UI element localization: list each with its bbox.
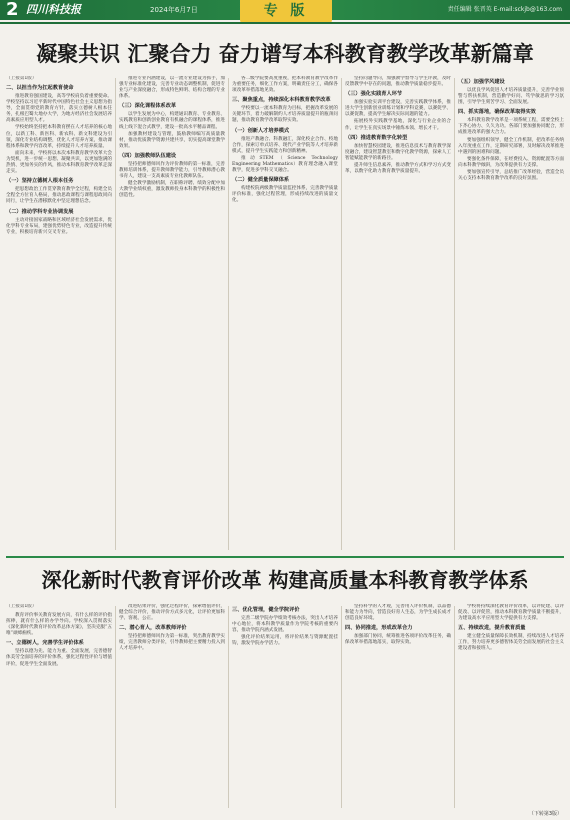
article-1-body [6, 76, 564, 552]
paragraph: 学校始终坚持把本科教育摆在人才培养的核心地位，以新工科、新医科、新农科、新文科建设为引领，深化专业结构调整，优化人才培养方案，推动课程体系和教学内容改革，持续提升人才培养质量。 [6, 125, 112, 149]
paper-name: 四川科技报 [26, 3, 81, 16]
paragraph: 健全教学激励机制，在职称评聘、绩效分配中加大教学业绩权重，激发教师投身本科教学的积极性和创造性。 [119, 181, 225, 199]
subheading: （三）强化实践育人环节 [345, 91, 403, 98]
paragraph: 完善二级学院办学绩效考核办法，突出人才培养中心地位，将本科教学质量作为学院考核的重要内容，推动学院内涵式发展。 [232, 616, 338, 634]
article-byline: （上接第1版） [6, 604, 37, 609]
article-2-column-5 [458, 604, 564, 810]
column-divider [341, 606, 342, 808]
continued-note: （下转第3版） [528, 811, 562, 817]
column-divider [228, 606, 229, 808]
subheading: （四）加强教师队伍建设 [119, 152, 177, 159]
masthead [0, 0, 570, 30]
paragraph: 加快智慧校园建设，推进信息技术与教育教学深度融合，建设智慧教室和数字化教学资源，探索人工智能赋能教学的新路径。 [345, 143, 451, 161]
subheading: 一、立德树人，完善学生评价体系 [6, 640, 84, 647]
issue-date: 2024年6月7日 [150, 6, 198, 14]
paragraph: 强化评价结果运用，将评价结果与资源配置挂钩，激发学院办学活力。 [232, 635, 338, 647]
article-1-column-4 [345, 76, 451, 552]
paragraph: 要强化条件保障，在经费投入、资源配置等方面向本科教学倾斜，为改革提供有力支撑。 [458, 156, 564, 168]
paragraph: 教育评价事关教育发展方向，有什么样的评价指挥棒，就有什么样的办学导向。学校深入贯彻落实《深化新时代教育评价改革总体方案》，坚决克服“五唯”顽瘴痼疾。 [6, 613, 112, 637]
paragraph: 坚持科学的人才观，完善用人评价机制，以品德和能力为导向，营造良好育人生态，为学生成长成才创造良好环境。 [345, 604, 451, 622]
column-divider [454, 606, 455, 808]
paragraph: 加强部门协同，统筹推进各项评价改革任务，确保改革举措落地落实，取得实效。 [345, 634, 451, 646]
article-2-column-3 [232, 604, 338, 810]
masthead-rule [0, 22, 570, 24]
article-1-column-1 [6, 76, 112, 552]
paragraph: 提升师生信息素养，推动教学方式和学习方式变革，以数字化助力教育教学质量提升。 [345, 162, 451, 175]
article-2-column-2 [119, 604, 225, 810]
paragraph: 建立健全质量保障长效机制，持续改进人才培养工作，努力培养更多德智体美劳全面发展的社会主义建设者和接班人。 [458, 634, 564, 652]
section-badge-label: 专 版 [263, 3, 309, 19]
paragraph: 以优良学风促进人才培养质量提升，完善学业预警与帮扶机制，营造勤学好问、笃学敏思的学习氛围，引导学生刻苦学习、全面发展。 [458, 88, 564, 106]
paragraph: 本科教育教学改革是一项系统工程，需要全校上下齐心协力、久久为功。各部门要加强协同配合，形成推进改革的强大合力。 [458, 118, 564, 136]
subheading: 五、持续改进，提升教育质量 [458, 625, 526, 632]
article-1-headline: 凝聚共识 汇聚合力 奋力谱写本科教育教学改革新篇章 [36, 42, 534, 66]
paragraph: 推进专业内涵建设，以一流专业建设为抓手，加强专业标准化建设，完善专业动态调整机制，促进专业与产业深度融合，形成特色鲜明、结构合理的专业体系。 [119, 76, 225, 100]
paragraph: 坚持问题导向，加强教学督导与学生评教，及时反馈教学中存在的问题，推动教学质量稳步提升。 [345, 76, 451, 88]
article-byline: （上接第1版） [6, 76, 37, 81]
subheading: （一）坚持立德树人根本任务 [6, 178, 74, 185]
paragraph: 加强实验实训平台建设，完善实践教学体系，推进大学生创新创业训练计划和学科竞赛，以赛促学、以赛促教，提高学生解决实际问题的能力。 [345, 100, 451, 118]
paragraph: 加强教材建设与管理，鼓励教师编写高质量教材，推动优质教学资源共建共享，切实提高课堂教学效果。 [119, 131, 225, 149]
subheading: （三）深化课程体系改革 [119, 103, 177, 110]
paragraph: 构建校院两级教学质量监控体系，完善教学质量评价标准，强化过程管理，形成持续改进的质量文化。 [232, 186, 338, 204]
section-divider [6, 556, 564, 558]
paragraph: 各二级学院要高度重视，把本科教育教学改革作为重要任务，细化工作方案，明确责任分工，确保各项改革举措落地见效。 [232, 76, 338, 94]
article-1-column-3 [232, 76, 338, 552]
subheading: 二、以担当作为扛起教育使命 [6, 85, 74, 91]
subheading: （一）创新人才培养模式 [232, 127, 290, 134]
subheading: 二、潜心育人，改革教师评价 [119, 625, 187, 632]
article-1-column-2 [119, 76, 225, 552]
subheading: 四、抓实落地，确保改革取得实效 [458, 109, 536, 116]
subheading: 四、协同推进，形成改革合力 [345, 625, 413, 632]
paragraph: 坚持把师德师风作为第一标准，突出教育教学实绩，完善教师分类评价，引导教师把主要精力投入到人才培养中。 [119, 634, 225, 652]
subheading: 三、聚焦重点，持续深化本科教育教学改革 [232, 97, 331, 104]
paragraph: 改进结果评价，强化过程评价，探索增值评价，健全综合评价，推动评价方式多元化，让评价更加科学、客观、公正。 [119, 604, 225, 622]
paragraph: 以学生发展为中心，构建通识教育、专业教育、实践教育和创新创业教育有机融合的课程体系，推进线上线下混合式教学，建设一批高水平精品课程。 [119, 112, 225, 130]
paragraph: 拓展校外实践教学基地，深化与行业企业的合作，让学生在真实场景中锤炼本领、增长才干。 [345, 119, 451, 131]
paragraph: 主动对接国家战略和区域经济社会发展需求，优化学科专业布局，建强优势特色专业，改造提升传统专业，积极培育新兴交叉专业。 [6, 217, 112, 235]
page-number: 2 [6, 0, 19, 20]
subheading: （四）推进教育数字化转型 [345, 134, 408, 141]
subheading: （五）加强学风建设 [458, 79, 505, 85]
article-2-column-1 [6, 604, 112, 810]
article-2-body [6, 604, 564, 810]
paragraph: 学校要以一流本科教育为目标，把握改革发展的关键环节，着力破解制约人才培养质量提升的瓶颈问题，推动教育教学改革取得实效。 [232, 106, 338, 124]
editor-info: 责任编辑 张晋英 E-mail:sckjb@163.com [447, 6, 562, 13]
paragraph: 要加强组织领导，健全工作机制，把改革任务纳入年度重点工作，定期研究部署，及时解决改革推进中遇到的困难和问题。 [458, 137, 564, 155]
paragraph: 学校将持续深化教育评价改革，以评促建、以评促改、以评促管，推动本科教育教学质量不断提升，为建设高水平应用型大学提供有力支撑。 [458, 604, 564, 622]
paragraph: 要加强宣传引导，总结推广改革经验，营造全员关心支持本科教育教学改革的良好氛围。 [458, 170, 564, 182]
column-divider [228, 78, 229, 550]
paragraph: 推进产教融合、科教融汇，深化校企合作、校地合作，探索订单式培养、现代产业学院等人才培养新模式，提升学生实践能力和创新精神。 [232, 136, 338, 154]
column-divider [115, 78, 116, 550]
article-2-column-4 [345, 604, 451, 810]
column-divider [454, 78, 455, 550]
subheading: 三、优化管理，健全学院评价 [232, 607, 300, 613]
paragraph: 把思想政治工作贯穿教育教学全过程，构建全员全程全方位育人格局，推动思政课程与课程思政同向同行，让学生在潜移默化中坚定理想信念。 [6, 187, 112, 205]
subheading: （二）推动学科专业协调发展 [6, 208, 74, 215]
column-divider [341, 78, 342, 550]
section-badge [240, 0, 332, 24]
article-1-column-5 [458, 76, 564, 552]
paragraph: 推进教育强国建设，高等学校肩负着重要使命。学校坚持以习近平新时代中国特色社会主义思想为指导，全面贯彻党的教育方针，落实立德树人根本任务，扎根巴蜀大地办大学，为地方经济社会发展培养高素质应用型人才。 [6, 94, 112, 124]
paragraph: 坚持把师德师风作为评价教师的第一标准，完善教师培训体系，提升教师教学能力，引导教师潜心教书育人，建设一支高素质专业化教师队伍。 [119, 161, 225, 180]
paragraph: 面向未来，学校将以本次本科教育教学改革大会为契机，进一步统一思想、凝聚共识，以更加饱满的热情、更加务实的作风，推动本科教育教学改革走深走实。 [6, 150, 112, 175]
paragraph: 推动STEM（Science Technology Engineering Mathematics）教育理念融入课堂教学，促进多学科交叉融合。 [232, 155, 338, 174]
paragraph: 坚持以德为先、能力为重、全面发展，完善德智体美劳全面培养的评价体系，强化过程性评价与增值评价，促进学生全面发展。 [6, 649, 112, 667]
column-divider [115, 606, 116, 808]
subheading: （二）健全质量保障体系 [232, 177, 290, 184]
article-2-headline: 深化新时代教育评价改革 构建高质量本科教育教学体系 [41, 568, 529, 592]
